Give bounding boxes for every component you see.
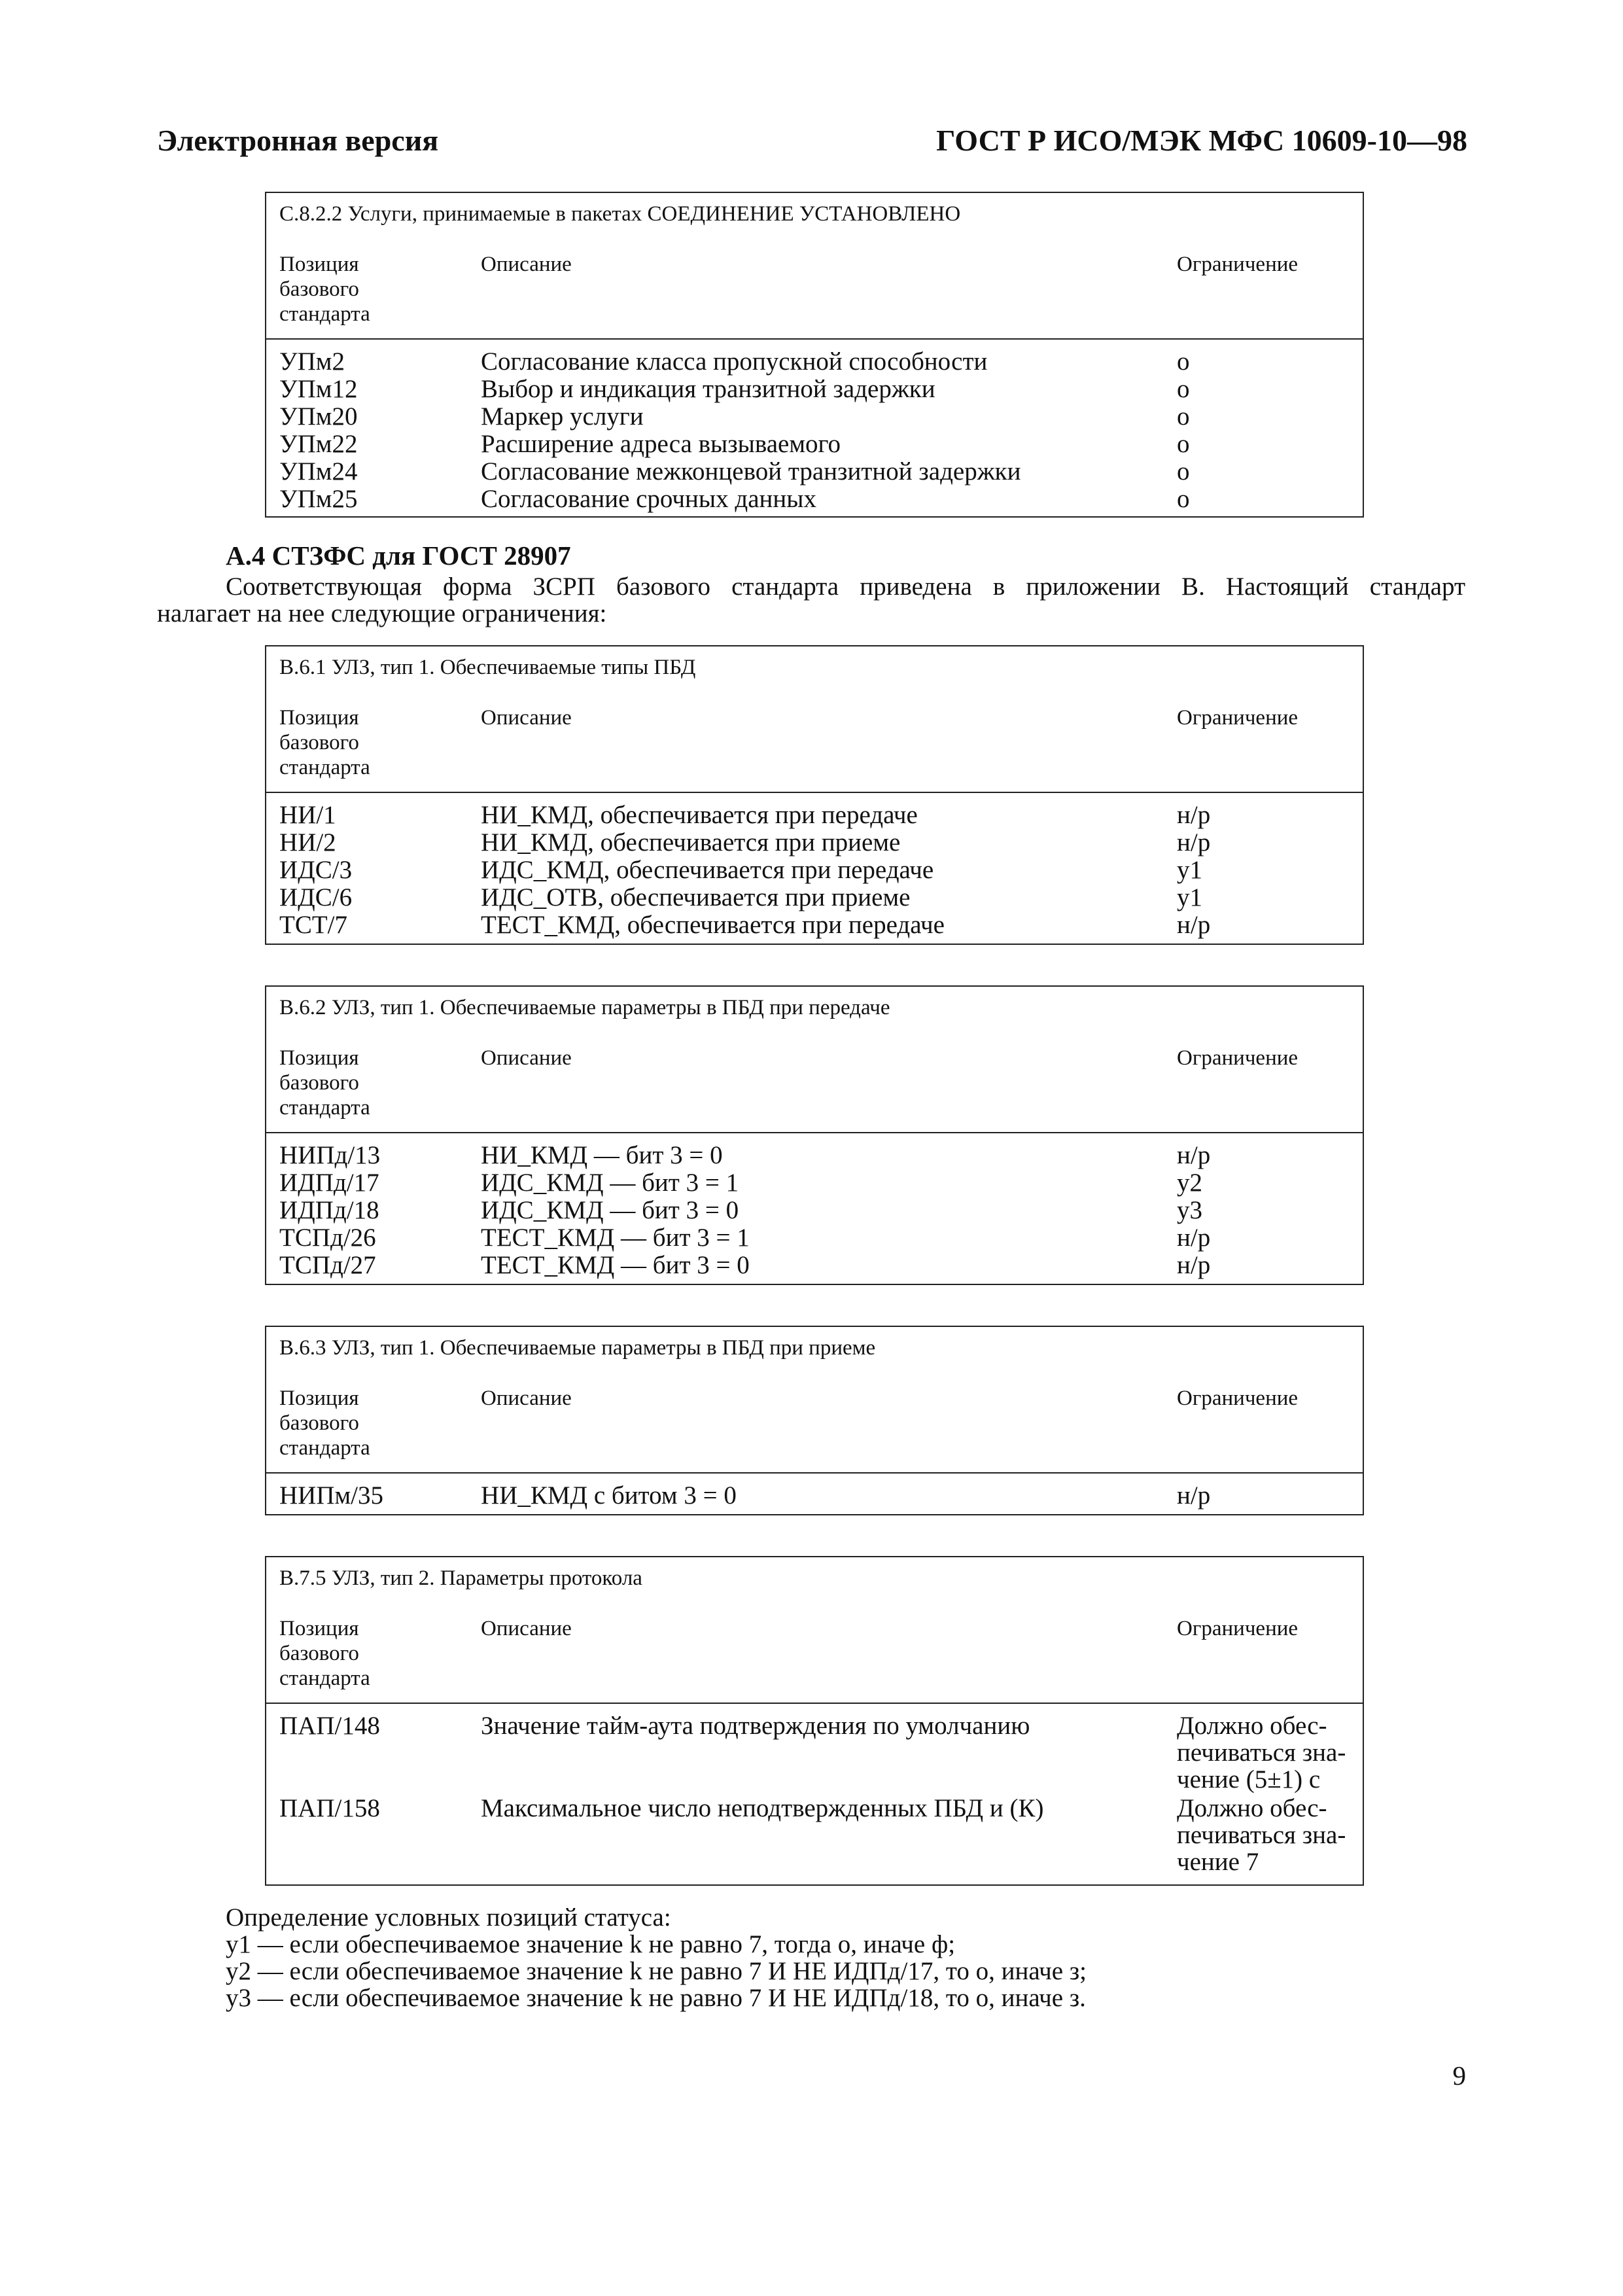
notes-title: Определение условных позиций статуса: xyxy=(226,1903,671,1932)
table-row: ИДС/6 ИДС_ОТВ, обеспечивается при приеме у1 xyxy=(279,883,1202,911)
table-row: ИДПд/18 ИДС_КМД — бит 3 = 0 у3 xyxy=(279,1196,1202,1224)
table-row: НИ/1 НИ_КМД, обеспечивается при передаче н/р xyxy=(279,801,1211,829)
header-position: Позиция базового стандарта xyxy=(279,706,370,779)
table-b75 xyxy=(265,1556,1364,1886)
table-title: В.6.3 УЛЗ, тип 1. Обеспечиваемые параметры в ПБД при приеме xyxy=(279,1336,876,1360)
header-divider xyxy=(266,792,1363,793)
table-b61 xyxy=(265,645,1364,945)
table-row: УПм12 Выбор и индикация транзитной задержки о xyxy=(279,375,1190,403)
table-row: ПАП/148 Значение тайм-аута подтверждения по умолчанию Должно обеспечиваться значение (5±1) с xyxy=(279,1712,1346,1793)
table-row: НИ/2 НИ_КМД, обеспечивается при приеме н/р xyxy=(279,828,1211,857)
header-position: Позиция базового стандарта xyxy=(279,1046,370,1120)
section-paragraph: Соответствующая форма ЗСРП базового стандарта приведена в приложении В. Настоящий стандарт налагает на нее следующие ограничения: xyxy=(157,573,1465,627)
table-row: ИДПд/17 ИДС_КМД — бит 3 = 1 у2 xyxy=(279,1169,1202,1197)
table-row: ТСПд/27 ТЕСТ_КМД — бит 3 = 0 н/р xyxy=(279,1251,1211,1279)
header-restriction: Ограничение xyxy=(1177,1386,1299,1410)
table-row: НИПм/35 НИ_КМД с битом 3 = 0 н/р xyxy=(279,1481,1211,1510)
table-row: УПм20 Маркер услуги о xyxy=(279,402,1190,431)
table-c822 xyxy=(265,192,1364,518)
header-restriction: Ограничение xyxy=(1177,1046,1299,1070)
note-item: у2 — если обеспечиваемое значение k не равно 7 И НЕ ИДПд/17, то о, иначе з; xyxy=(226,1957,1087,1985)
table-row: ТСТ/7 ТЕСТ_КМД, обеспечивается при передаче н/р xyxy=(279,911,1211,939)
table-row: УПм22 Расширение адреса вызываемого о xyxy=(279,430,1190,458)
section-heading: А.4 СТЗФС для ГОСТ 28907 xyxy=(226,540,571,571)
header-divider xyxy=(266,1472,1363,1474)
page-number: 9 xyxy=(1452,2060,1466,2091)
table-row: НИПд/13 НИ_КМД — бит 3 = 0 н/р xyxy=(279,1141,1211,1169)
table-row: ПАП/158 Максимальное число неподтвержденных ПБД и (К) Должно обеспечиваться значение 7 xyxy=(279,1794,1346,1876)
header-restriction: Ограничение xyxy=(1177,253,1299,276)
header-divider xyxy=(266,1703,1363,1704)
header-description: Описание xyxy=(481,706,572,730)
header-description: Описание xyxy=(481,253,572,276)
table-title: В.6.1 УЛЗ, тип 1. Обеспечиваемые типы ПБД xyxy=(279,656,696,679)
header-position: Позиция базового стандарта xyxy=(279,1617,370,1690)
running-header-left: Электронная версия xyxy=(157,124,439,157)
table-b63 xyxy=(265,1326,1364,1515)
note-item: у1 — если обеспечиваемое значение k не равно 7, тогда о, иначе ф; xyxy=(226,1930,956,1958)
table-title: В.7.5 УЛЗ, тип 2. Параметры протокола xyxy=(279,1566,642,1590)
header-position: Позиция базового стандарта xyxy=(279,1386,370,1460)
table-row: УПм25 Согласование срочных данных о xyxy=(279,485,1190,513)
header-description: Описание xyxy=(481,1046,572,1070)
header-position: Позиция базового стандарта xyxy=(279,253,370,326)
header-restriction: Ограничение xyxy=(1177,1617,1299,1640)
header-divider xyxy=(266,338,1363,340)
running-header-right: ГОСТ Р ИСО/МЭК МФС 10609-10—98 xyxy=(936,124,1467,157)
table-title: С.8.2.2 Услуги, принимаемые в пакетах СОЕДИНЕНИЕ УСТАНОВЛЕНО xyxy=(279,202,961,226)
table-row: УПм24 Согласование межконцевой транзитной задержки о xyxy=(279,457,1190,486)
header-description: Описание xyxy=(481,1617,572,1640)
table-title: В.6.2 УЛЗ, тип 1. Обеспечиваемые параметры в ПБД при передаче xyxy=(279,996,890,1019)
table-b62 xyxy=(265,985,1364,1285)
header-restriction: Ограничение xyxy=(1177,706,1299,730)
table-row: УПм2 Согласование класса пропускной способности о xyxy=(279,347,1190,376)
header-description: Описание xyxy=(481,1386,572,1410)
table-row: ИДС/3 ИДС_КМД, обеспечивается при передаче у1 xyxy=(279,856,1202,884)
status-notes xyxy=(226,1904,1087,2011)
table-row: ТСПд/26 ТЕСТ_КМД — бит 3 = 1 н/р xyxy=(279,1224,1211,1252)
header-divider xyxy=(266,1132,1363,1133)
note-item: у3 — если обеспечиваемое значение k не равно 7 И НЕ ИДПд/18, то о, иначе з. xyxy=(226,1984,1086,2012)
